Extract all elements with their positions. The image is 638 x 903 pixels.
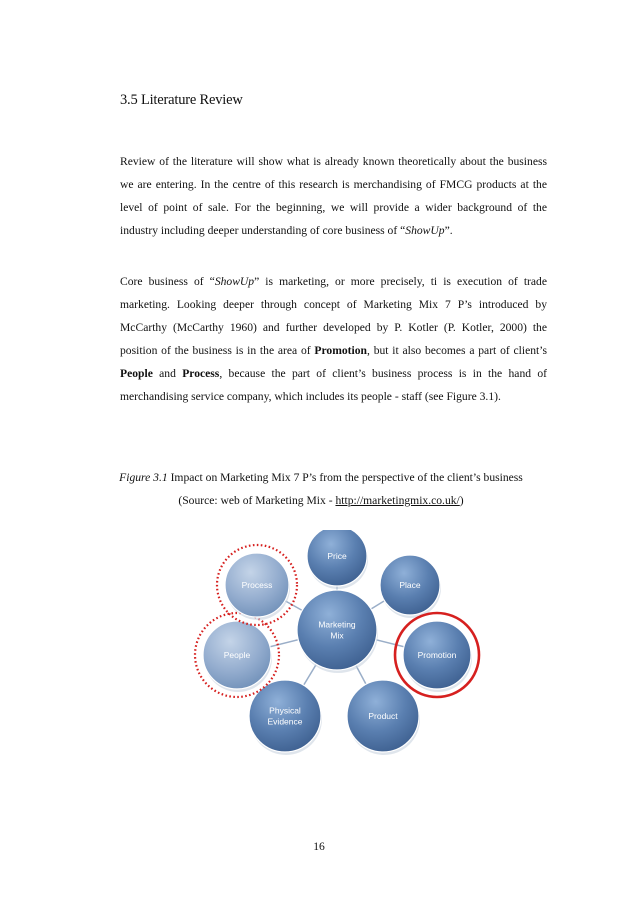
node-label-promotion: Promotion bbox=[417, 650, 457, 660]
paragraph-core-business: Core business of “ShowUp” is marketing, or more precisely, ti is execution of trade marketing. Looking deeper through concept of Marketing Mix 7 P’s introduced by McCarthy (McCarthy 1960) and further developed by P. Kotler (P. Kotler, 2000) the position of the business is in the area of Promotion, but it also becomes a part of client’s People and Process, because the part of client’s business process is in the hand of merchandising service company, which includes its people - staff (see Figure 3.1). bbox=[120, 275, 547, 403]
node-price bbox=[307, 530, 368, 589]
figure-caption: Figure 3.1 Impact on Marketing Mix 7 P’s from the perspective of the client’s business (Source: web of Marketing Mix - http://marketingmix.co.uk/) bbox=[119, 471, 523, 507]
node-label-process: Process bbox=[241, 580, 273, 590]
node-physical-evidence bbox=[249, 680, 322, 755]
node-label-place: Place bbox=[399, 580, 421, 590]
source-link[interactable]: http://marketingmix.co.uk/ bbox=[335, 494, 460, 507]
node-label-product: Product bbox=[368, 711, 398, 721]
node-label-center: Marketing Mix bbox=[318, 619, 356, 641]
node-place bbox=[380, 555, 441, 618]
marketing-mix-svg bbox=[185, 530, 485, 765]
node-promotion bbox=[395, 613, 479, 697]
node-people bbox=[195, 613, 279, 697]
node-label-physical-evidence: Physical Evidence bbox=[267, 705, 303, 727]
node-product bbox=[347, 680, 420, 755]
node-label-people: People bbox=[223, 650, 251, 660]
page-number: 16 bbox=[313, 840, 325, 853]
marketing-mix-diagram bbox=[185, 530, 485, 765]
node-center bbox=[297, 590, 378, 673]
section-heading: 3.5 Literature Review bbox=[120, 92, 243, 108]
node-process bbox=[217, 545, 297, 625]
node-label-price: Price bbox=[327, 551, 347, 561]
paragraph-intro: Review of the literature will show what is already known theoretically about the business we are entering. In the centre of this research is merchandising of FMCG products at the level of point of sale. For the beginning, we will provide a wider background of the industry including deeper understanding of core business of “ShowUp”. bbox=[120, 155, 547, 237]
